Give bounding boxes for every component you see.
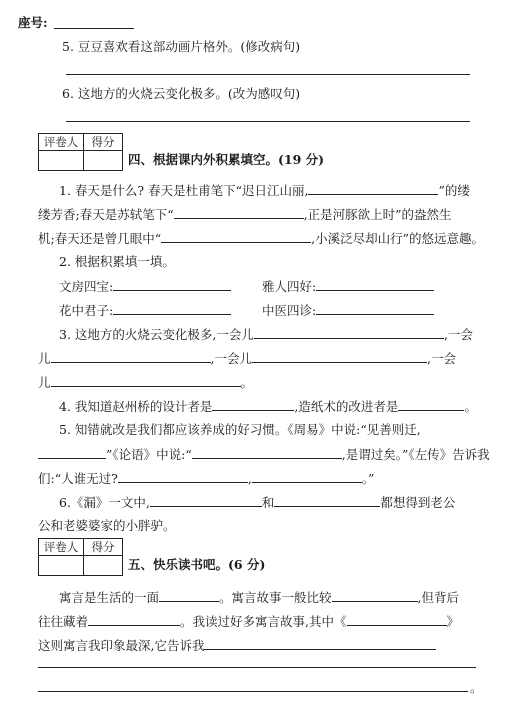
blank-sushi[interactable] xyxy=(174,206,304,219)
s5-l1b: 。寓言故事一般比较 xyxy=(219,590,332,605)
s4-l8a: 儿 xyxy=(38,351,51,366)
question-5: 5. 豆豆喜欢看这部动画片格外。(修改病句) xyxy=(62,39,301,54)
s5-l2b: 。我读过好多寓言故事,其中《 xyxy=(180,614,347,629)
s4-l14c: 都想得到老公 xyxy=(380,495,456,510)
answer-line-s5-1[interactable] xyxy=(38,667,476,668)
grader-header: 评卷人 xyxy=(39,134,84,151)
s4-line-10 xyxy=(59,398,477,415)
grading-box-section-5 xyxy=(38,538,123,576)
s4-l13c: 。” xyxy=(361,471,375,486)
s5-l2c: 》 xyxy=(446,614,460,629)
grading-box-section-4 xyxy=(38,133,123,171)
blank-short[interactable] xyxy=(332,589,418,602)
s4-l9a: 儿 xyxy=(38,375,51,390)
blank-zengji[interactable] xyxy=(161,230,311,243)
s4-line-5b xyxy=(262,278,434,295)
s4-l14b: 和 xyxy=(261,495,275,510)
s5-line-2 xyxy=(38,613,459,630)
s5-line-1 xyxy=(59,589,459,606)
s4-l10c: 。 xyxy=(464,399,477,414)
s4-line-6 xyxy=(59,302,231,319)
s5-l2a: 往往藏着 xyxy=(38,614,89,629)
s4-line-6b xyxy=(262,302,434,319)
s4-l9b: 。 xyxy=(240,375,254,390)
blank-meaning[interactable] xyxy=(88,613,180,626)
s5-l3: 这则寓言我印象最深,它告诉我 xyxy=(38,638,205,653)
label-huazhong: 花中君子: xyxy=(59,303,114,318)
s4-l2a: 缕芳香;春天是苏轼笔下“ xyxy=(38,207,174,222)
s4-l2b: ,正是河豚欲上时”的盎然生 xyxy=(303,207,452,222)
s4-line-9 xyxy=(38,374,253,391)
blank-yaren[interactable] xyxy=(316,278,434,291)
seat-label: 座号: xyxy=(18,15,48,30)
s4-line-14 xyxy=(59,494,455,511)
s4-line-13 xyxy=(38,470,374,487)
s4-l12a: ”《论语》中说:“ xyxy=(106,447,192,462)
label-zhongyi: 中医四诊: xyxy=(262,303,317,318)
score-cell[interactable] xyxy=(84,556,123,576)
answer-line-s5-2[interactable] xyxy=(38,691,468,692)
blank-dufu[interactable] xyxy=(308,182,438,195)
blank-lunyu[interactable] xyxy=(192,446,342,459)
s4-l13a: 们:“人谁无过? xyxy=(38,471,118,486)
s4-l13b: , xyxy=(247,471,252,486)
s4-l10a: 4. 我知道赵州桥的设计者是 xyxy=(59,399,213,414)
blank-fable-title[interactable] xyxy=(347,613,447,626)
s4-line-3 xyxy=(38,230,484,247)
s4-l3b: ,小溪泛尽却山行”的悠远意趣。 xyxy=(311,231,484,246)
s4-l1b: ”的缕 xyxy=(438,183,470,198)
s4-line-5 xyxy=(59,278,231,295)
s4-l14a: 6.《漏》一文中, xyxy=(59,495,150,510)
blank-cloud-4[interactable] xyxy=(51,374,241,387)
s4-l7b: ,一会 xyxy=(443,327,473,342)
s4-line-15: 公和老婆婆家的小胖驴。 xyxy=(38,518,176,533)
section-5-title: 五、快乐读书吧。(6 分) xyxy=(128,557,266,572)
blank-paper[interactable] xyxy=(398,398,464,411)
s4-line-2 xyxy=(38,206,451,223)
s5-line-3 xyxy=(38,637,436,654)
s5-l1c: ,但背后 xyxy=(417,590,460,605)
grader-header: 评卷人 xyxy=(39,539,84,556)
grader-cell[interactable] xyxy=(39,151,84,171)
s4-l1a: 1. 春天是什么? 春天是杜甫笔下“迟日江山丽, xyxy=(59,183,309,198)
s4-line-7 xyxy=(59,326,473,343)
answer-line-q5[interactable] xyxy=(66,74,470,75)
s4-line-1 xyxy=(59,182,470,199)
score-header: 得分 xyxy=(84,134,123,151)
section-4-title: 四、根据课内外积累填空。(19 分) xyxy=(128,152,325,167)
s4-l8c: ,一会 xyxy=(427,351,456,366)
s4-line-11: 5. 知错就改是我们都应该养成的好习惯。《周易》中说:“见善则迁, xyxy=(59,422,421,437)
blank-cloud-2[interactable] xyxy=(51,350,211,363)
blank-zuozhuan-2[interactable] xyxy=(252,470,362,483)
blank-lesson-1[interactable] xyxy=(204,637,436,650)
grader-cell[interactable] xyxy=(39,556,84,576)
s4-l10b: ,造纸术的改进者是 xyxy=(294,399,399,414)
blank-zhaozhou[interactable] xyxy=(212,398,294,411)
s4-line-12 xyxy=(38,446,490,463)
s4-l8b: ,一会儿 xyxy=(210,351,252,366)
blank-huazhong[interactable] xyxy=(113,302,231,315)
label-yaren: 雅人四好: xyxy=(262,279,317,294)
s5-l1a: 寓言是生活的一面 xyxy=(59,590,160,605)
blank-wenfang[interactable] xyxy=(113,278,231,291)
s4-line-4: 2. 根据积累填一填。 xyxy=(59,254,175,269)
blank-zuozhuan-1[interactable] xyxy=(118,470,248,483)
blank-zhongyi[interactable] xyxy=(316,302,434,315)
s4-line-8 xyxy=(38,350,456,367)
score-cell[interactable] xyxy=(84,151,123,171)
blank-mirror[interactable] xyxy=(159,589,219,602)
blank-zhouyi[interactable] xyxy=(38,446,106,459)
score-header: 得分 xyxy=(84,539,123,556)
blank-cloud-3[interactable] xyxy=(252,350,427,363)
s5-end-period: 。 xyxy=(470,680,483,695)
answer-line-q6[interactable] xyxy=(66,121,470,122)
blank-lou-2[interactable] xyxy=(274,494,380,507)
s4-l12b: ,是谓过矣。”《左传》告诉我 xyxy=(341,447,490,462)
s4-l7a: 3. 这地方的火烧云变化极多,一会儿 xyxy=(59,327,254,342)
s4-l3a: 机;春天还是曾几眼中“ xyxy=(38,231,162,246)
label-wenfang: 文房四宝: xyxy=(59,279,114,294)
question-6: 6. 这地方的火烧云变化极多。(改为感叹句) xyxy=(62,86,301,101)
blank-cloud-1[interactable] xyxy=(254,326,444,339)
seat-number-field[interactable] xyxy=(54,28,134,29)
blank-lou-1[interactable] xyxy=(150,494,262,507)
